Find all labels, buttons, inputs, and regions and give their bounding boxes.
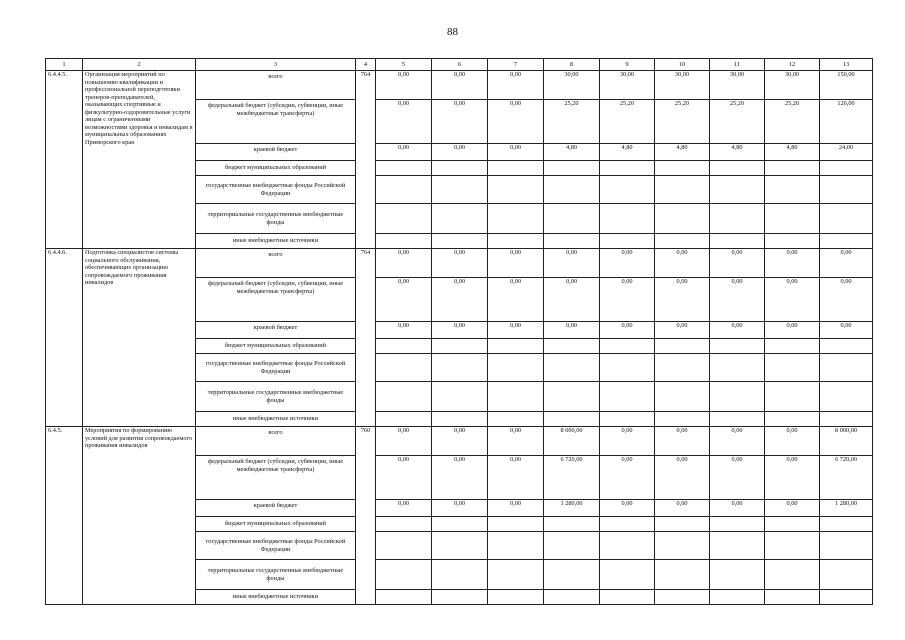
funding-source: федеральный бюджет (субсидии, субвенции, иные межбюджетные трансферты) [196, 456, 356, 500]
amount-cell [655, 204, 710, 234]
amount-cell [710, 532, 765, 560]
amount-cell [820, 412, 873, 427]
amount-cell: 0,00 [432, 456, 488, 500]
amount-cell [376, 161, 432, 176]
amount-cell [655, 161, 710, 176]
funding-source: федеральный бюджет (субсидии, субвенции, иные межбюджетные трансферты) [196, 278, 356, 322]
amount-cell [710, 234, 765, 249]
item-code: 6.4.4.5. [46, 71, 83, 249]
amount-cell [544, 234, 600, 249]
amount-cell: 0,00 [488, 144, 544, 161]
column-header: 5 [376, 59, 432, 71]
item-name: Подготовка специалистов системы социального обслуживания, обеспечивающих организацию сопровождаемого проживания инвалидов [83, 249, 196, 427]
amount-cell [432, 382, 488, 412]
amount-cell [765, 532, 820, 560]
amount-cell [600, 234, 655, 249]
amount-cell: 0,00 [488, 322, 544, 339]
amount-cell: 0,00 [655, 278, 710, 322]
amount-cell: 0,00 [488, 278, 544, 322]
amount-cell: 8 000,00 [544, 427, 600, 456]
amount-cell [488, 204, 544, 234]
column-header: 12 [765, 59, 820, 71]
table-body [46, 71, 873, 605]
amount-cell [488, 161, 544, 176]
table-row [46, 427, 873, 456]
amount-cell [488, 560, 544, 590]
amount-cell [432, 339, 488, 354]
amount-cell: 30,00 [765, 71, 820, 100]
column-header: 6 [432, 59, 488, 71]
amount-cell [765, 161, 820, 176]
amount-cell: 25,20 [600, 100, 655, 144]
column-header: 8 [544, 59, 600, 71]
amount-cell: 30,00 [600, 71, 655, 100]
column-header: 11 [710, 59, 765, 71]
amount-cell [710, 176, 765, 204]
item-name: Организация мероприятий по повышению квалификации и профессиональной переподготовки тренеров-преподавателей, оказывающих спортивные и физкультурно-оздоровительные услуги лицам с ограниченными возможностями здоровья и инвалидам в муниципальных образованиях Приморского края [83, 71, 196, 249]
amount-cell [655, 382, 710, 412]
amount-cell [710, 354, 765, 382]
amount-cell [376, 354, 432, 382]
amount-cell [600, 339, 655, 354]
amount-cell [432, 354, 488, 382]
amount-cell: 0,00 [432, 322, 488, 339]
amount-cell: 0,00 [710, 427, 765, 456]
amount-cell [488, 532, 544, 560]
column-header: 9 [600, 59, 655, 71]
amount-cell [376, 234, 432, 249]
funding-source: иные внебюджетные источники [196, 234, 356, 249]
amount-cell [820, 532, 873, 560]
amount-cell: 0,00 [820, 249, 873, 278]
amount-cell: 0,00 [710, 500, 765, 517]
amount-cell: 30,00 [655, 71, 710, 100]
amount-cell: 4,80 [710, 144, 765, 161]
amount-cell: 0,00 [655, 249, 710, 278]
amount-cell [820, 560, 873, 590]
amount-cell [765, 517, 820, 532]
amount-cell [765, 590, 820, 605]
amount-cell: 0,00 [600, 500, 655, 517]
amount-cell [655, 590, 710, 605]
amount-cell [544, 339, 600, 354]
amount-cell [544, 176, 600, 204]
amount-cell [765, 204, 820, 234]
amount-cell [600, 382, 655, 412]
amount-cell [765, 560, 820, 590]
amount-cell: 0,00 [432, 500, 488, 517]
amount-cell: 0,00 [432, 144, 488, 161]
amount-cell [544, 532, 600, 560]
funding-source: краевой бюджет [196, 322, 356, 339]
amount-cell [710, 161, 765, 176]
table-row [46, 71, 873, 100]
amount-cell: 0,00 [488, 100, 544, 144]
amount-cell [765, 382, 820, 412]
funding-source: бюджет муниципальных образований [196, 517, 356, 532]
amount-cell [765, 412, 820, 427]
funding-source: всего [196, 71, 356, 100]
amount-cell: 30,00 [544, 71, 600, 100]
amount-cell: 1 280,00 [820, 500, 873, 517]
column-header: 2 [83, 59, 196, 71]
amount-cell: 0,00 [765, 427, 820, 456]
amount-cell [600, 532, 655, 560]
amount-cell: 0,00 [765, 500, 820, 517]
column-header: 10 [655, 59, 710, 71]
table-row [46, 249, 873, 278]
csr-code: 764 [356, 249, 376, 427]
amount-cell [376, 590, 432, 605]
amount-cell [376, 204, 432, 234]
amount-cell: 30,00 [710, 71, 765, 100]
column-header: 3 [196, 59, 356, 71]
amount-cell [600, 161, 655, 176]
amount-cell [376, 532, 432, 560]
amount-cell: 0,00 [376, 427, 432, 456]
amount-cell [820, 234, 873, 249]
amount-cell [544, 354, 600, 382]
amount-cell: 0,00 [600, 322, 655, 339]
header-row [46, 59, 873, 71]
amount-cell: 0,00 [376, 322, 432, 339]
amount-cell: 0,00 [710, 456, 765, 500]
amount-cell: 150,00 [820, 71, 873, 100]
amount-cell [376, 339, 432, 354]
item-code: 6.4.4.6. [46, 249, 83, 427]
amount-cell: 0,00 [655, 427, 710, 456]
amount-cell [710, 560, 765, 590]
column-header: 7 [488, 59, 544, 71]
amount-cell [376, 560, 432, 590]
amount-cell [544, 590, 600, 605]
amount-cell [432, 560, 488, 590]
amount-cell: 24,00 [820, 144, 873, 161]
amount-cell: 0,00 [600, 427, 655, 456]
amount-cell [655, 532, 710, 560]
amount-cell: 25,20 [655, 100, 710, 144]
amount-cell [820, 161, 873, 176]
amount-cell [600, 590, 655, 605]
amount-cell [544, 382, 600, 412]
amount-cell [655, 412, 710, 427]
amount-cell: 0,00 [765, 322, 820, 339]
amount-cell [432, 532, 488, 560]
amount-cell: 0,00 [376, 249, 432, 278]
funding-source: территориальные государственные внебюджетные фонды [196, 204, 356, 234]
amount-cell [432, 176, 488, 204]
amount-cell: 0,00 [376, 500, 432, 517]
amount-cell: 0,00 [488, 71, 544, 100]
amount-cell [600, 560, 655, 590]
amount-cell: 0,00 [376, 144, 432, 161]
amount-cell [765, 176, 820, 204]
amount-cell: 0,00 [376, 456, 432, 500]
amount-cell: 0,00 [544, 249, 600, 278]
funding-source: государственные внебюджетные фонды Российской Федерации [196, 354, 356, 382]
funding-source: краевой бюджет [196, 144, 356, 161]
amount-cell [432, 204, 488, 234]
amount-cell [488, 354, 544, 382]
item-code: 6.4.5. [46, 427, 83, 605]
amount-cell: 6 720,00 [544, 456, 600, 500]
amount-cell [765, 354, 820, 382]
funding-source: бюджет муниципальных образований [196, 161, 356, 176]
funding-source: территориальные государственные внебюджетные фонды [196, 560, 356, 590]
amount-cell: 4,80 [544, 144, 600, 161]
page-number: 88 [447, 26, 458, 38]
amount-cell: 0,00 [432, 100, 488, 144]
amount-cell [820, 339, 873, 354]
amount-cell [488, 176, 544, 204]
amount-cell: 0,00 [488, 500, 544, 517]
amount-cell: 0,00 [544, 322, 600, 339]
amount-cell: 0,00 [655, 456, 710, 500]
amount-cell [820, 590, 873, 605]
amount-cell: 4,80 [600, 144, 655, 161]
amount-cell [820, 354, 873, 382]
funding-source: иные внебюджетные источники [196, 590, 356, 605]
amount-cell [544, 161, 600, 176]
amount-cell: 0,00 [710, 322, 765, 339]
amount-cell: 0,00 [710, 278, 765, 322]
amount-cell: 0,00 [432, 278, 488, 322]
funding-source: бюджет муниципальных образований [196, 339, 356, 354]
amount-cell [488, 234, 544, 249]
amount-cell [376, 412, 432, 427]
column-header: 4 [356, 59, 376, 71]
amount-cell: 0,00 [600, 249, 655, 278]
amount-cell [820, 517, 873, 532]
csr-code: 760 [356, 427, 376, 605]
amount-cell [765, 339, 820, 354]
amount-cell: 0,00 [600, 456, 655, 500]
amount-cell [655, 234, 710, 249]
amount-cell [655, 560, 710, 590]
amount-cell: 25,20 [710, 100, 765, 144]
amount-cell [544, 560, 600, 590]
amount-cell [820, 176, 873, 204]
amount-cell [820, 204, 873, 234]
amount-cell: 0,00 [820, 322, 873, 339]
amount-cell: 126,00 [820, 100, 873, 144]
funding-source: всего [196, 249, 356, 278]
csr-code: 764 [356, 71, 376, 249]
amount-cell: 0,00 [376, 278, 432, 322]
funding-source: государственные внебюджетные фонды Российской Федерации [196, 532, 356, 560]
amount-cell: 0,00 [432, 71, 488, 100]
amount-cell [488, 517, 544, 532]
amount-cell [432, 412, 488, 427]
amount-cell [376, 517, 432, 532]
amount-cell [488, 590, 544, 605]
funding-source: краевой бюджет [196, 500, 356, 517]
funding-source: иные внебюджетные источники [196, 412, 356, 427]
item-name: Мероприятия по формированию условий для развития сопровождаемого проживания инвалидов [83, 427, 196, 605]
amount-cell [544, 412, 600, 427]
amount-cell [820, 382, 873, 412]
amount-cell: 0,00 [655, 322, 710, 339]
amount-cell: 1 280,00 [544, 500, 600, 517]
funding-source: территориальные государственные внебюджетные фонды [196, 382, 356, 412]
funding-source: федеральный бюджет (субсидии, субвенции, иные межбюджетные трансферты) [196, 100, 356, 144]
amount-cell: 0,00 [376, 100, 432, 144]
amount-cell: 0,00 [432, 249, 488, 278]
funding-source: государственные внебюджетные фонды Российской Федерации [196, 176, 356, 204]
amount-cell: 0,00 [710, 249, 765, 278]
amount-cell [600, 354, 655, 382]
budget-table [45, 58, 873, 605]
amount-cell: 0,00 [432, 427, 488, 456]
amount-cell [544, 204, 600, 234]
column-header: 13 [820, 59, 873, 71]
amount-cell: 0,00 [488, 456, 544, 500]
amount-cell [432, 517, 488, 532]
amount-cell: 4,80 [765, 144, 820, 161]
amount-cell [655, 517, 710, 532]
amount-cell: 0,00 [765, 249, 820, 278]
amount-cell: 8 000,00 [820, 427, 873, 456]
amount-cell: 0,00 [820, 278, 873, 322]
amount-cell [710, 517, 765, 532]
amount-cell: 0,00 [488, 249, 544, 278]
amount-cell: 25,20 [544, 100, 600, 144]
amount-cell [432, 161, 488, 176]
amount-cell [488, 339, 544, 354]
amount-cell [600, 204, 655, 234]
amount-cell [600, 176, 655, 204]
amount-cell: 0,00 [765, 456, 820, 500]
amount-cell [488, 412, 544, 427]
amount-cell [765, 234, 820, 249]
amount-cell [710, 590, 765, 605]
amount-cell [600, 517, 655, 532]
amount-cell [710, 204, 765, 234]
amount-cell: 0,00 [600, 278, 655, 322]
amount-cell: 0,00 [765, 278, 820, 322]
amount-cell [432, 590, 488, 605]
funding-source: всего [196, 427, 356, 456]
amount-cell [600, 412, 655, 427]
amount-cell [710, 339, 765, 354]
amount-cell [432, 234, 488, 249]
amount-cell [655, 339, 710, 354]
amount-cell: 0,00 [655, 500, 710, 517]
amount-cell [710, 382, 765, 412]
amount-cell [376, 382, 432, 412]
amount-cell: 0,00 [544, 278, 600, 322]
amount-cell [655, 354, 710, 382]
amount-cell: 4,80 [655, 144, 710, 161]
amount-cell [655, 176, 710, 204]
amount-cell: 25,20 [765, 100, 820, 144]
amount-cell: 0,00 [488, 427, 544, 456]
amount-cell [376, 176, 432, 204]
amount-cell: 0,00 [376, 71, 432, 100]
amount-cell [544, 517, 600, 532]
column-header: 1 [46, 59, 83, 71]
amount-cell: 6 720,00 [820, 456, 873, 500]
amount-cell [488, 382, 544, 412]
amount-cell [710, 412, 765, 427]
